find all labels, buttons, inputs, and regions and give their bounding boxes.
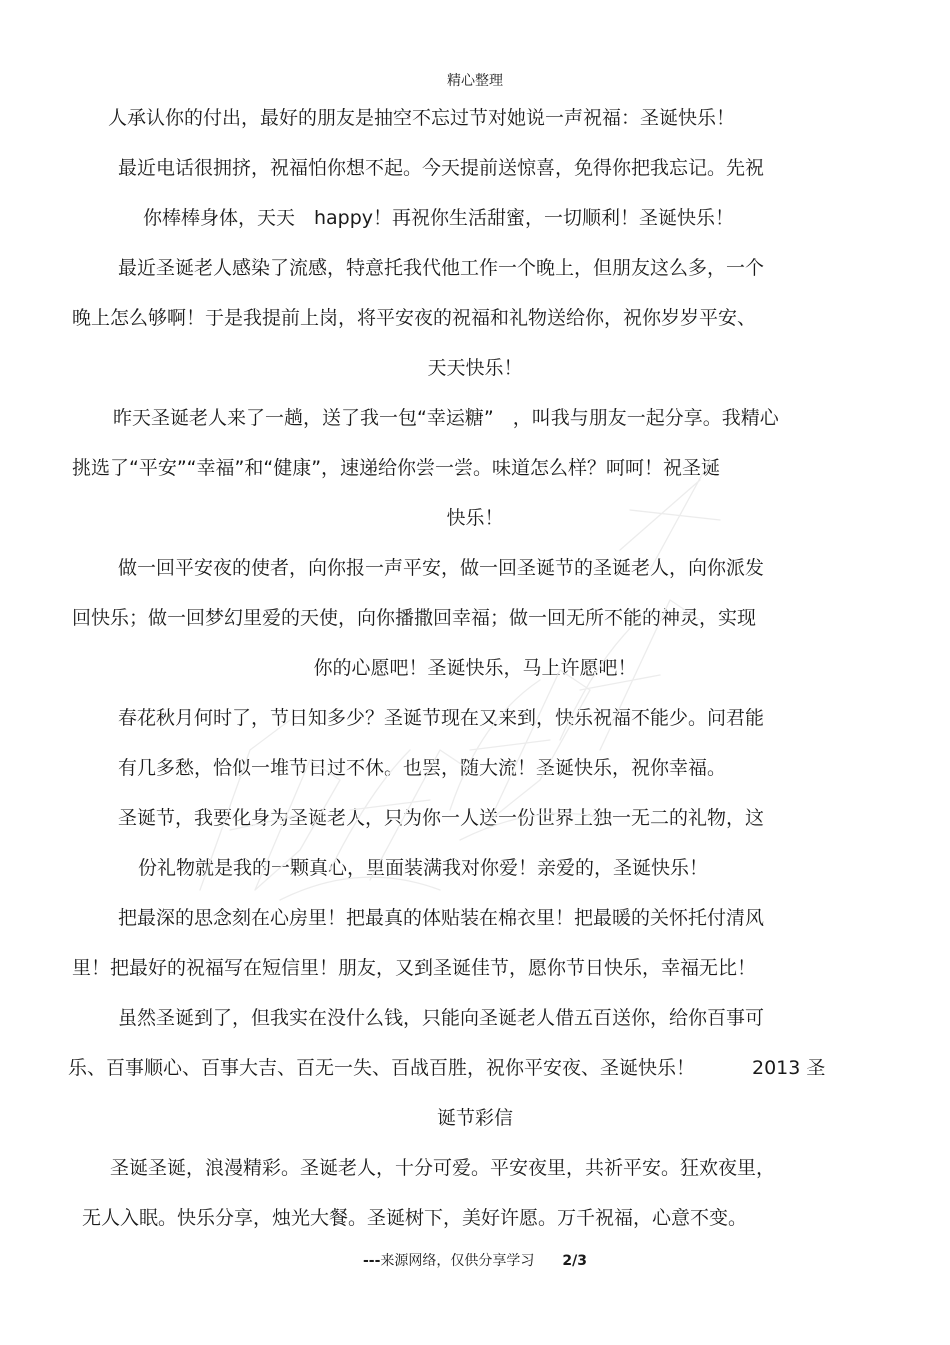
text-line: 圣诞节，我要化身为圣诞老人，只为你一人送一份世界上独一无二的礼物，这 [118, 807, 765, 829]
text-line: 诞节彩信 [436, 1107, 513, 1129]
text-line: 圣诞圣诞，浪漫精彩。圣诞老人，十分可爱。平安夜里，共祈平安。狂欢夜里， [110, 1157, 776, 1179]
text-line: 天天快乐！ [427, 357, 523, 379]
text-line: 做一回平安夜的使者，向你报一声平安，做一回圣诞节的圣诞老人，向你派发 [118, 557, 765, 579]
text-line: 把最深的思念刻在心房里！把最真的体贴装在棉衣里！把最暖的关怀托付清风 [118, 907, 765, 929]
page-footer [0, 1250, 950, 1270]
text-line: 虽然圣诞到了，但我实在没什么钱，只能向圣诞老人借五百送你，给你百事可 [118, 1007, 765, 1029]
text-line: 最近电话很拥挤，祝福怕你想不起。今天提前送惊喜，免得你把我忘记。先祝 [118, 157, 765, 179]
text-line: 份礼物就是我的一颗真心，里面装满我对你爱！亲爱的，圣诞快乐！ [138, 857, 709, 879]
text-line: 昨天圣诞老人来了一趟，送了我一包“幸运糖” ，叫我与朋友一起分享。我精心 [113, 407, 779, 429]
text-line: 回快乐；做一回梦幻里爱的天使，向你播撒回幸福；做一回无所不能的神灵，实现 [72, 607, 757, 629]
text-line: 挑选了“平安”“幸福”和“健康”，速递给你尝一尝。味道怎么样？呵呵！祝圣诞 [72, 457, 721, 479]
text-line: 最近圣诞老人感染了流感，特意托我代他工作一个晚上，但朋友这么多，一个 [118, 257, 765, 279]
text-line: 你棒棒身体，天天 happy！再祝你生活甜蜜，一切顺利！圣诞快乐！ [143, 207, 735, 229]
text-line: 无人入眠。快乐分享，烛光大餐。圣诞树下，美好许愿。万千祝福，心意不变。 [82, 1207, 748, 1229]
text-line: 快乐！ [446, 507, 504, 529]
text-line: 你的心愿吧！圣诞快乐，马上许愿吧！ [313, 657, 637, 679]
text-line: 春花秋月何时了，节日知多少？圣诞节现在又来到，快乐祝福不能少。问君能 [118, 707, 765, 729]
text-line: 里！把最好的祝福写在短信里！朋友，又到圣诞佳节，愿你节日快乐，幸福无比！ [72, 957, 757, 979]
page-header: 精心整理 [447, 73, 503, 89]
text-line: 乐、百事顺心、百事大吉、百无一失、百战百胜，祝你平安夜、圣诞快乐！ 2013 圣 [68, 1057, 826, 1079]
footer-dash: --- [362, 1253, 381, 1269]
page-number: 2/3 [562, 1253, 588, 1269]
text-line: 晚上怎么够啊！于是我提前上岗，将平安夜的祝福和礼物送给你，祝你岁岁平安、 [72, 307, 757, 329]
text-line: 人承认你的付出，最好的朋友是抽空不忘过节对她说一声祝福：圣诞快乐！ [108, 107, 736, 129]
footer-source: 来源网络，仅供分享学习 [380, 1253, 535, 1269]
text-line: 有几多愁，恰似一堆节日过不休。也罢，随大流！圣诞快乐，祝你幸福。 [118, 757, 727, 779]
